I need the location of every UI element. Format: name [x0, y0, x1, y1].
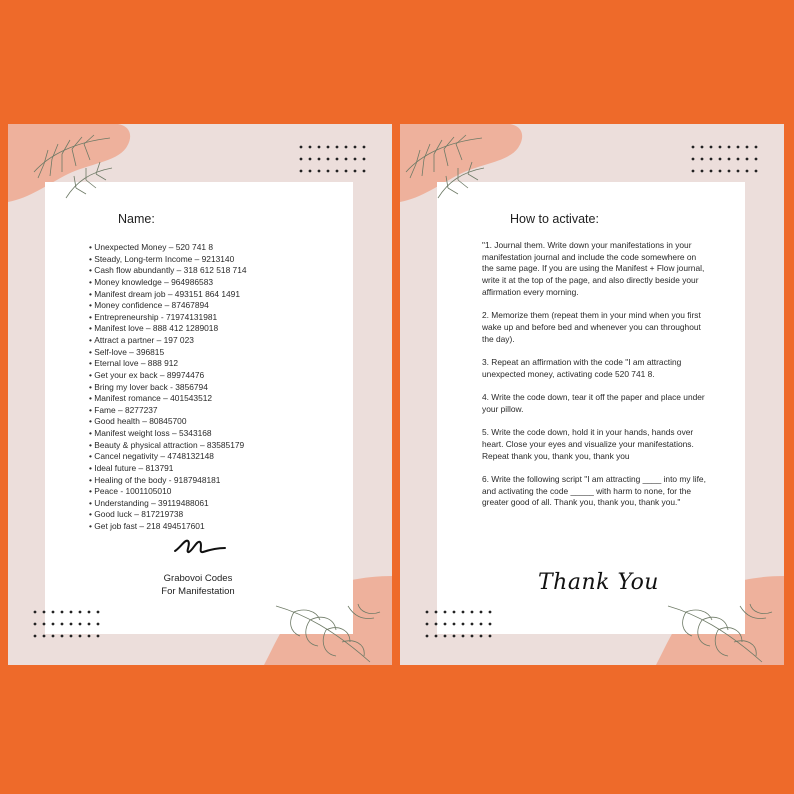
top-right-dots — [690, 144, 762, 174]
activation-steps — [482, 240, 706, 521]
top-left-leaf-icon — [30, 132, 120, 202]
right-page — [400, 124, 784, 665]
step-5: 5. Write the code down, hold it in your hands, hands over heart. Close your eyes and visualize your manifestations. Repeat thank you, thank you, thank you — [482, 427, 694, 461]
step-2: 2. Memorize them (repeat them in your mind when you first wake up and before bed and whenever you can throughout the day). — [482, 310, 701, 344]
bottom-right-leaf-icon — [666, 602, 784, 665]
code-item: • Manifest love – 888 412 1289018 — [89, 323, 289, 335]
how-to-activate-title: How to activate: — [510, 212, 599, 226]
code-item: • Beauty & physical attraction – 83585179 — [89, 440, 289, 452]
footer-title-line2: For Manifestation — [161, 586, 235, 597]
code-item: • Cash flow abundantly – 318 612 518 714 — [89, 265, 289, 277]
bottom-right-leaf-icon — [274, 602, 392, 665]
code-item: • Money confidence – 87467894 — [89, 300, 289, 312]
code-item: • Get job fast – 218 494517601 — [89, 521, 289, 533]
code-item: • Manifest dream job – 493151 864 1491 — [89, 289, 289, 301]
code-item: • Unexpected Money – 520 741 8 — [89, 242, 289, 254]
code-item: • Steady, Long-term Income – 9213140 — [89, 254, 289, 266]
code-item: • Bring my lover back - 3856794 — [89, 382, 289, 394]
thank-you-text: Thank You — [538, 570, 659, 595]
code-item: • Get your ex back – 89974476 — [89, 370, 289, 382]
code-item: • Attract a partner – 197 023 — [89, 335, 289, 347]
code-item: • Good health – 80845700 — [89, 416, 289, 428]
code-item: • Peace - 1001105010 — [89, 486, 289, 498]
top-left-leaf-icon — [402, 132, 492, 202]
step-4: 4. Write the code down, tear it off the paper and place under your pillow. — [482, 392, 705, 414]
signature-icon — [173, 537, 227, 555]
bottom-left-dots — [32, 609, 104, 639]
code-item: • Cancel negativity – 4748132148 — [89, 451, 289, 463]
footer-title — [138, 572, 258, 598]
code-item: • Ideal future – 813791 — [89, 463, 289, 475]
grabovoi-code-list — [89, 242, 289, 533]
step-3: 3. Repeat an affirmation with the code "I am attracting unexpected money, activating code 520 741 8. — [482, 357, 682, 379]
code-item: • Good luck – 817219738 — [89, 509, 289, 521]
step-6: 6. Write the following script "I am attracting ____ into my life, and activating the code _____ with harm to none, for the greater good of all. Thank you, thank you, thank you." — [482, 473, 706, 508]
code-item: • Understanding – 39119488061 — [89, 498, 289, 510]
step-1: "1. Journal them. Write down your manifestations in your manifestation journal and include the code somewhere on the same page. If you are using the Manifest + Flow journal, write it at the top of the page, and also directly beside your affirmation every morning. — [482, 240, 705, 297]
code-item: • Fame – 8277237 — [89, 405, 289, 417]
code-item: • Manifest weight loss – 5343168 — [89, 428, 289, 440]
code-item: • Healing of the body - 9187948181 — [89, 475, 289, 487]
code-item: • Manifest romance – 401543512 — [89, 393, 289, 405]
bottom-left-dots — [424, 609, 496, 639]
code-item: • Eternal love – 888 912 — [89, 358, 289, 370]
footer-title-line1: Grabovoi Codes — [163, 573, 233, 584]
top-right-dots — [298, 144, 370, 174]
code-item: • Money knowledge – 964986583 — [89, 277, 289, 289]
code-item: • Entrepreneurship - 71974131981 — [89, 312, 289, 324]
code-item: • Self-love – 396815 — [89, 347, 289, 359]
left-page — [8, 124, 392, 665]
name-label: Name: — [118, 212, 155, 226]
